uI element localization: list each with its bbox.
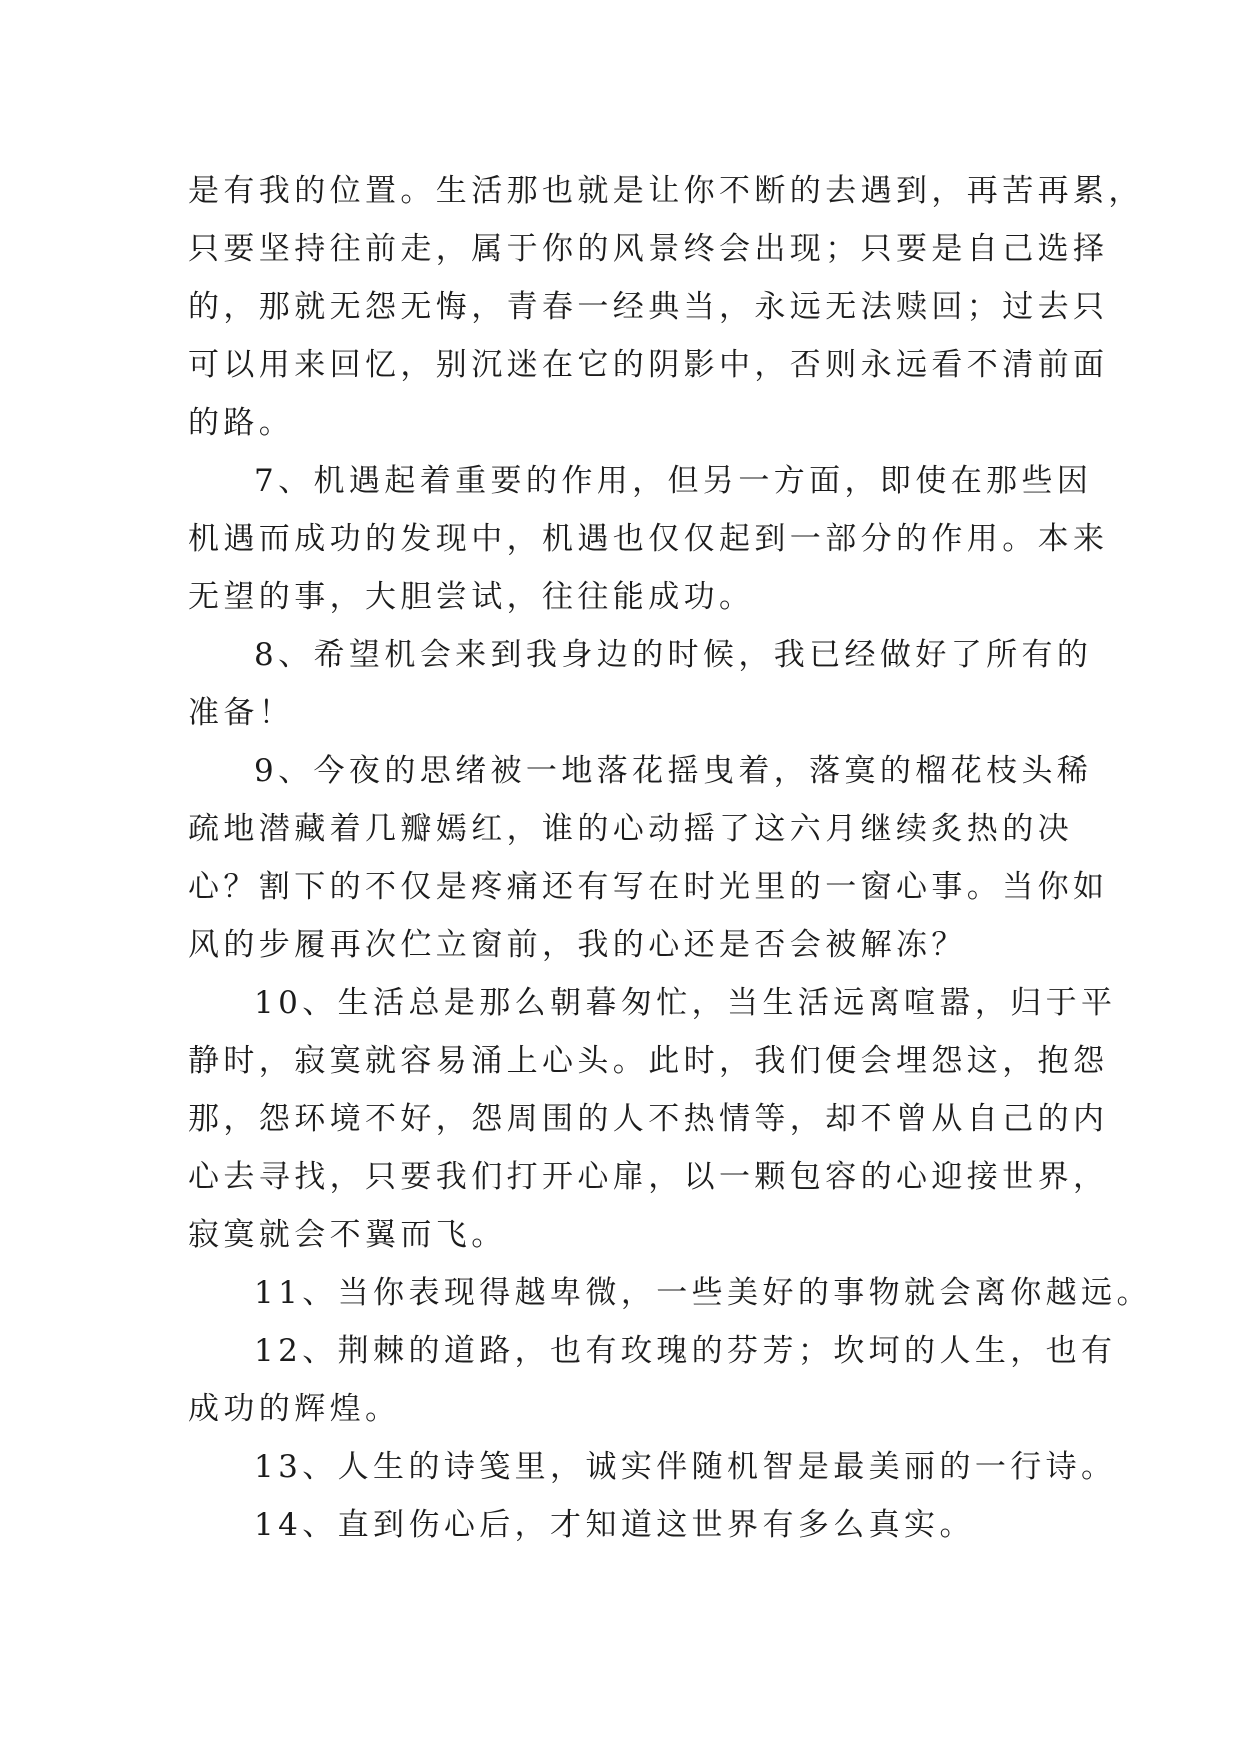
text-line: 9、今夜的思绪被一地落花摇曳着，落寞的榴花枝头稀: [254, 753, 1093, 789]
text-line: 的路。: [188, 405, 295, 441]
text-line: 11、当你表现得越卑微，一些美好的事物就会离你越远。: [254, 1275, 1152, 1311]
paragraph-item-8: [188, 626, 1093, 742]
text-line: 只要坚持往前走，属于你的风景终会出现；只要是自己选择: [188, 231, 1109, 267]
paragraph-item-14: [188, 1496, 1068, 1554]
text-line: 寂寞就会不翼而飞。: [188, 1217, 507, 1253]
text-line: 心去寻找，只要我们打开心扉，以一颗包容的心迎接世界，: [188, 1159, 1109, 1195]
text-line: 机遇而成功的发现中，机遇也仅仅起到一部分的作用。本来: [188, 521, 1109, 557]
document-body: [188, 162, 1152, 1554]
text-line: 准备！: [188, 695, 295, 731]
paragraph-item-13: [188, 1438, 1117, 1496]
text-line: 无望的事，大胆尝试，往往能成功。: [188, 579, 755, 615]
text-line: 13、人生的诗笺里，诚实伴随机智是最美丽的一行诗。: [254, 1449, 1117, 1485]
text-line: 12、荆棘的道路，也有玫瑰的芬芳；坎坷的人生，也有: [254, 1333, 1117, 1369]
paragraph-item-9: [188, 742, 1109, 974]
text-line: 14、直到伤心后，才知道这世界有多么真实。: [254, 1507, 975, 1543]
text-line: 心？割下的不仅是疼痛还有写在时光里的一窗心事。当你如: [188, 869, 1109, 905]
paragraph-item-7: [188, 452, 1109, 626]
text-line: 可以用来回忆，别沉迷在它的阴影中，否则永远看不清前面: [188, 347, 1109, 383]
text-line: 8、希望机会来到我身边的时候，我已经做好了所有的: [254, 637, 1093, 673]
text-line: 疏地潜藏着几瓣嫣红，谁的心动摇了这六月继续炙热的决: [188, 811, 1073, 847]
paragraph-continuation: [188, 162, 1144, 452]
text-line: 成功的辉煌。: [188, 1391, 401, 1427]
paragraph-item-10: [188, 974, 1117, 1264]
text-line: 静时，寂寞就容易涌上心头。此时，我们便会埋怨这，抱怨: [188, 1043, 1109, 1079]
text-line: 的，那就无怨无悔，青春一经典当，永远无法赎回；过去只: [188, 289, 1109, 325]
text-line: 风的步履再次伫立窗前，我的心还是否会被解冻？: [188, 927, 967, 963]
paragraph-item-12: [188, 1322, 1117, 1438]
paragraph-item-11: [188, 1264, 1152, 1322]
text-line: 7、机遇起着重要的作用，但另一方面，即使在那些因: [254, 463, 1093, 499]
text-line: 是有我的位置。生活那也就是让你不断的去遇到，再苦再累，: [188, 173, 1144, 209]
text-line: 10、生活总是那么朝暮匆忙，当生活远离喧嚣，归于平: [254, 985, 1117, 1021]
text-line: 那，怨环境不好，怨周围的人不热情等，却不曾从自己的内: [188, 1101, 1109, 1137]
